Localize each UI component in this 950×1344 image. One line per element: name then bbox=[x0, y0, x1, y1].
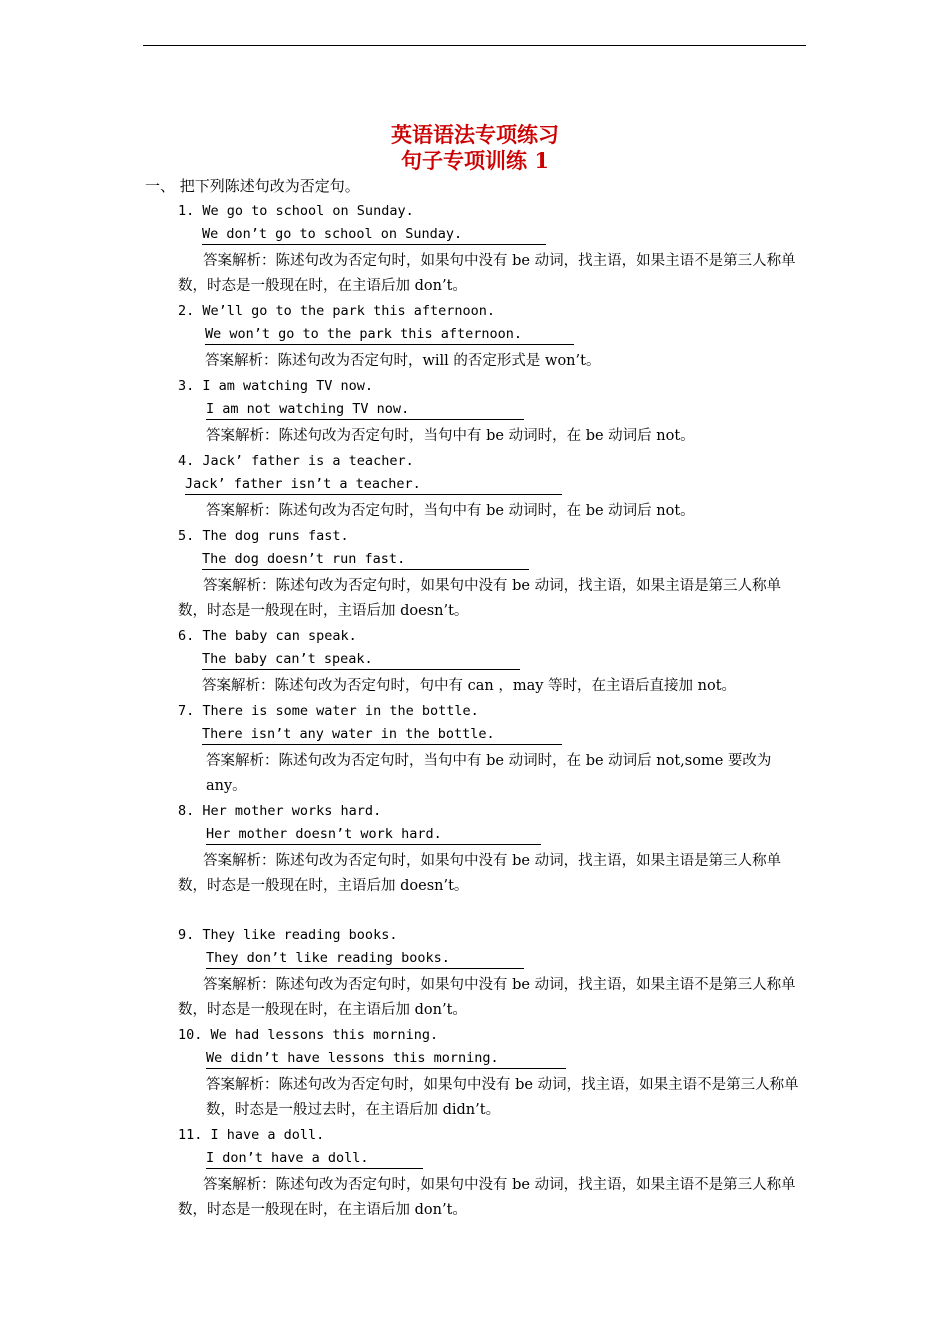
header-rule bbox=[143, 45, 806, 46]
answer-text: I don’t have a doll. bbox=[206, 1148, 423, 1169]
answer-text: Her mother doesn’t work hard. bbox=[206, 824, 541, 845]
question-text: 4. Jack’ father is a teacher. bbox=[178, 453, 414, 469]
answer-text: Jack’ father isn’t a teacher. bbox=[185, 474, 562, 495]
answer-explanation: 答案解析：陈述句改为否定句时，will 的否定形式是 won’t。 bbox=[205, 353, 601, 369]
answer-text: We didn’t have lessons this morning. bbox=[206, 1048, 566, 1069]
answer-explanation: 答案解析：陈述句改为否定句时，当句中有 be 动词时，在 be 动词后 not。 bbox=[206, 503, 695, 519]
answer-text: They don’t like reading books. bbox=[206, 948, 524, 969]
answer-explanation: 答案解析：陈述句改为否定句时，如果句中没有 be 动词，找主语，如果主语不是第三人称单数，时态是一般现在时，在主语后加 don’t。 bbox=[178, 253, 796, 294]
answer-text: We won’t go to the park this afternoon. bbox=[205, 324, 574, 345]
question-text: 8. Her mother works hard. bbox=[178, 803, 382, 819]
answer-explanation: 答案解析：陈述句改为否定句时，句中有 can ，may 等时，在主语后直接加 not。 bbox=[202, 678, 737, 694]
question-text: 11. I have a doll. bbox=[178, 1127, 325, 1143]
question-text: 2. We’ll go to the park this afternoon. bbox=[178, 303, 495, 319]
question-text: 10. We had lessons this morning. bbox=[178, 1027, 439, 1043]
section-heading: 一、 把下列陈述句改为否定句。 bbox=[145, 177, 360, 195]
answer-explanation: 答案解析：陈述句改为否定句时，如果句中没有 be 动词，找主语，如果主语不是第三人称单数，时态是一般现在时，在主语后加 don’t。 bbox=[178, 977, 796, 1018]
answer-explanation: 答案解析：陈述句改为否定句时，如果句中没有 be 动词，找主语，如果主语不是第三人称单数，时态是一般现在时，在主语后加 don’t。 bbox=[178, 1177, 796, 1218]
answer-explanation: 答案解析：陈述句改为否定句时，如果句中没有 be 动词，找主语，如果主语是第三人称单数，时态是一般现在时，主语后加 doesn’t。 bbox=[178, 853, 782, 894]
page-title: 英语语法专项练习 bbox=[391, 122, 559, 147]
question-text: 9. They like reading books. bbox=[178, 927, 398, 943]
answer-text: I am not watching TV now. bbox=[206, 399, 524, 420]
answer-text: We don’t go to school on Sunday. bbox=[202, 224, 546, 245]
question-text: 7. There is some water in the bottle. bbox=[178, 703, 479, 719]
answer-text: There isn’t any water in the bottle. bbox=[202, 724, 562, 745]
question-text: 1. We go to school on Sunday. bbox=[178, 203, 414, 219]
question-text: 3. I am watching TV now. bbox=[178, 378, 374, 394]
answer-explanation: 答案解析：陈述句改为否定句时，当句中有 be 动词时，在 be 动词后 not,some 要改为 any。 bbox=[206, 753, 772, 794]
question-text: 5. The dog runs fast. bbox=[178, 528, 349, 544]
page-subtitle: 句子专项训练 1 bbox=[401, 148, 549, 173]
answer-explanation: 答案解析：陈述句改为否定句时，如果句中没有 be 动词，找主语，如果主语是第三人称单数，时态是一般现在时，主语后加 doesn’t。 bbox=[178, 578, 782, 619]
answer-explanation: 答案解析：陈述句改为否定句时，当句中有 be 动词时，在 be 动词后 not。 bbox=[206, 428, 695, 444]
question-text: 6. The baby can speak. bbox=[178, 628, 357, 644]
answer-explanation: 答案解析：陈述句改为否定句时，如果句中没有 be 动词，找主语，如果主语不是第三人称单数，时态是一般过去时，在主语后加 didn’t。 bbox=[206, 1077, 799, 1118]
answer-text: The baby can’t speak. bbox=[202, 649, 520, 670]
answer-text: The dog doesn’t run fast. bbox=[202, 549, 529, 570]
title-block bbox=[0, 122, 950, 174]
